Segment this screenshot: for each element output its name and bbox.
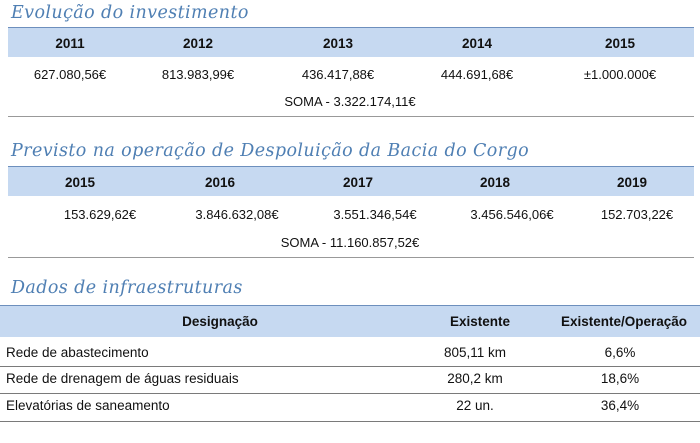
evolucao-value-2015: ±1.000.000€: [583, 66, 657, 82]
evolucao-year-2012: 2012: [182, 35, 214, 51]
dados-header-designacao: Designação: [182, 313, 258, 329]
dados-row-2-rule: [0, 421, 700, 422]
evolucao-total: SOMA - 3.322.174,11€: [284, 93, 416, 109]
evolucao-value-2011: 627.080,56€: [33, 66, 107, 82]
previsto-value-2017: 3.551.346,54€: [333, 206, 417, 222]
dados-title: Dados de infraestruturas: [11, 278, 243, 298]
previsto-year-2017: 2017: [342, 174, 374, 190]
previsto-bottom-rule: [8, 257, 694, 258]
previsto-title: Previsto na operação de Despoluição da Bacia do Corgo: [11, 141, 530, 161]
dados-row-1-rule: [0, 393, 700, 394]
dados-row-0-operacao: 6,6%: [604, 345, 636, 360]
dados-row-1-existente: 280,2 km: [447, 371, 503, 386]
dados-row-0-designacao: Rede de abastecimento: [6, 345, 149, 360]
dados-row-0-existente: 805,11 km: [443, 345, 507, 360]
dados-header-existente-operacao: Existente/Operação: [560, 313, 688, 329]
previsto-value-2016: 3.846.632,08€: [195, 206, 279, 222]
evolucao-bottom-rule: [8, 116, 694, 117]
evolucao-year-2014: 2014: [461, 35, 493, 51]
previsto-year-2016: 2016: [204, 174, 236, 190]
previsto-value-2019: 152.703,22€: [600, 206, 674, 222]
evolucao-year-2015: 2015: [604, 35, 636, 51]
previsto-value-2015: 153.629,62€: [63, 206, 137, 222]
evolucao-year-2013: 2013: [322, 35, 354, 51]
dados-row-2-designacao: Elevatórias de saneamento: [6, 398, 170, 413]
evolucao-year-2011: 2011: [55, 35, 85, 51]
dados-header-existente: Existente: [449, 313, 511, 329]
previsto-year-2019: 2019: [616, 174, 648, 190]
evolucao-title: Evolução do investimento: [11, 3, 249, 23]
previsto-total: SOMA - 11.160.857,52€: [280, 234, 420, 250]
dados-row-2-operacao: 36,4%: [600, 398, 640, 413]
previsto-year-2018: 2018: [479, 174, 511, 190]
evolucao-value-2013: 436.417,88€: [301, 66, 375, 82]
evolucao-value-2012: 813.983,99€: [161, 66, 235, 82]
dados-row-0-rule: [0, 366, 700, 367]
dados-row-1-designacao: Rede de drenagem de águas residuais: [6, 371, 239, 386]
previsto-year-2015: 2015: [64, 174, 96, 190]
dados-row-1-operacao: 18,6%: [600, 371, 640, 386]
evolucao-value-2014: 444.691,68€: [440, 66, 514, 82]
dados-row-2-existente: 22 un.: [456, 398, 494, 413]
previsto-value-2018: 3.456.546,06€: [470, 206, 554, 222]
